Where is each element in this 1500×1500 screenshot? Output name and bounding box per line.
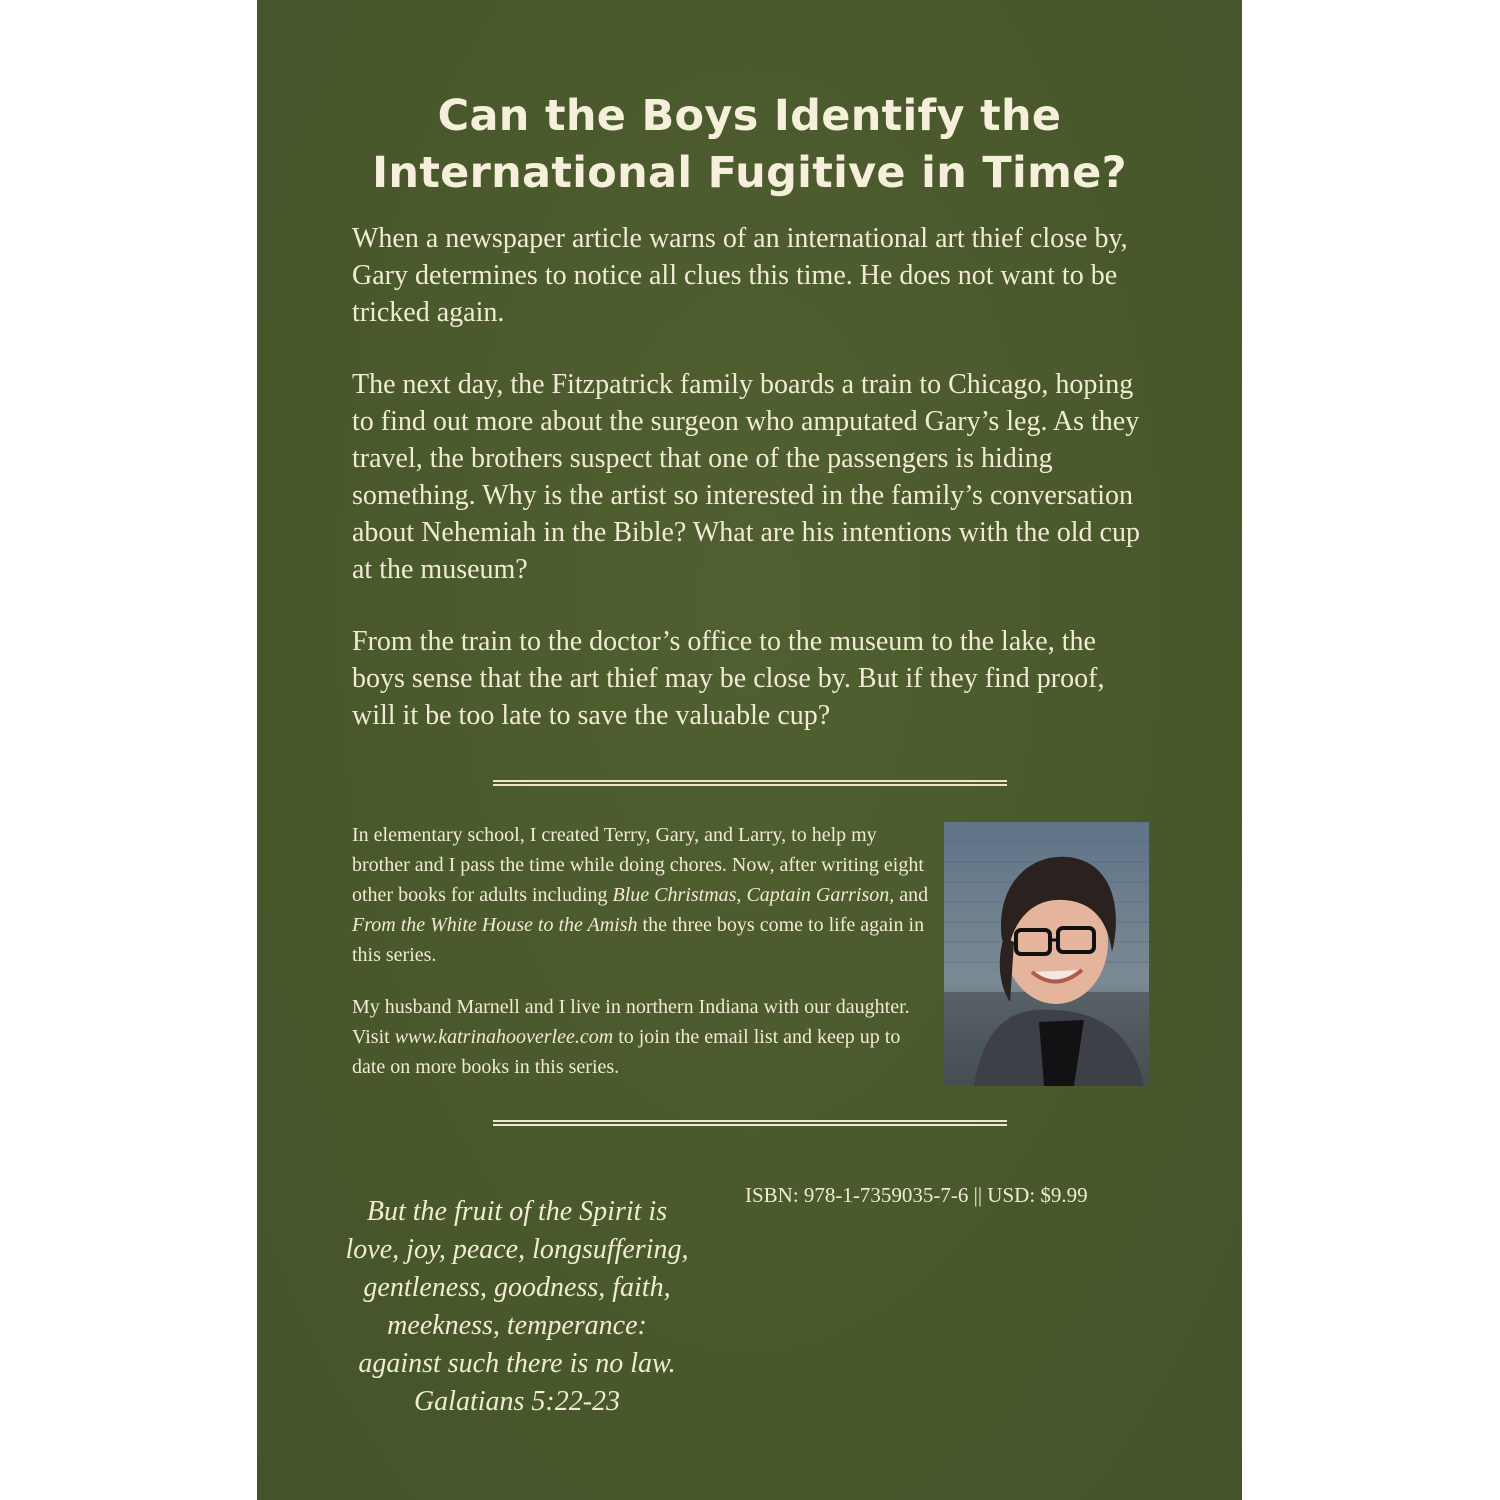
headline — [257, 88, 1242, 202]
author-photo — [944, 822, 1149, 1086]
verse-line: meekness, temperance: — [387, 1310, 647, 1341]
book-title: From the White House to the Amish — [352, 914, 638, 936]
blurb-paragraph-3: From the train to the doctor’s office to the museum to the lake, the boys sense that the art thief may be close by. But if they find proof, will it be too late to save the valuable cup? — [352, 626, 1105, 731]
verse-reference: Galatians 5:22-23 — [413, 1386, 621, 1417]
author-bio-paragraph-2: My husband Marnell and I live in northern Indiana with our daughter. Visit www.katrinahooverlee.com to join the email list and keep up to date on more books in this series. — [352, 996, 910, 1078]
book-title: Blue Christmas, — [612, 884, 742, 906]
verse-line: But the fruit of the Spirit is — [366, 1196, 668, 1227]
blurb-paragraph-1: When a newspaper article warns of an international art thief close by, Gary determines to notice all clues this time. He does not want to be tricked again. — [352, 223, 1128, 328]
headline-line-1: Can the Boys Identify the — [437, 91, 1062, 141]
back-cover — [257, 0, 1242, 1500]
double-rule-divider — [493, 780, 1007, 786]
author-bio-paragraph-1: In elementary school, I created Terry, Gary, and Larry, to help my brother and I pass the time while doing chores. Now, after writing eight other books for adults including Blue Christmas, Captain Garrison, and From the White House to the Amish the three boys come to life again in this series. — [352, 824, 929, 966]
book-title: Captain Garrison, — [746, 884, 895, 906]
headline-line-2: International Fugitive in Time? — [372, 148, 1127, 198]
author-website: www.katrinahooverlee.com — [394, 1026, 614, 1048]
verse-line: against such there is no law. — [358, 1348, 676, 1379]
verse-line: love, joy, peace, longsuffering, — [345, 1234, 689, 1265]
isbn-price: ISBN: 978-1-7359035-7-6 || USD: $9.99 — [745, 1183, 1088, 1207]
scripture-quote — [337, 1193, 697, 1421]
blurb — [352, 220, 1152, 769]
verse-line: gentleness, goodness, faith, — [363, 1272, 671, 1303]
blurb-paragraph-2: The next day, the Fitzpatrick family boards a train to Chicago, hoping to find out more about the surgeon who amputated Gary’s leg. As they travel, the brothers suspect that one of the passengers is hiding something. Why is the artist so interested in the family’s conversation about Nehemiah in the Bible? What are his intentions with the old cup at the museum? — [352, 369, 1140, 585]
double-rule-divider — [493, 1120, 1007, 1126]
author-bio — [352, 820, 932, 1104]
